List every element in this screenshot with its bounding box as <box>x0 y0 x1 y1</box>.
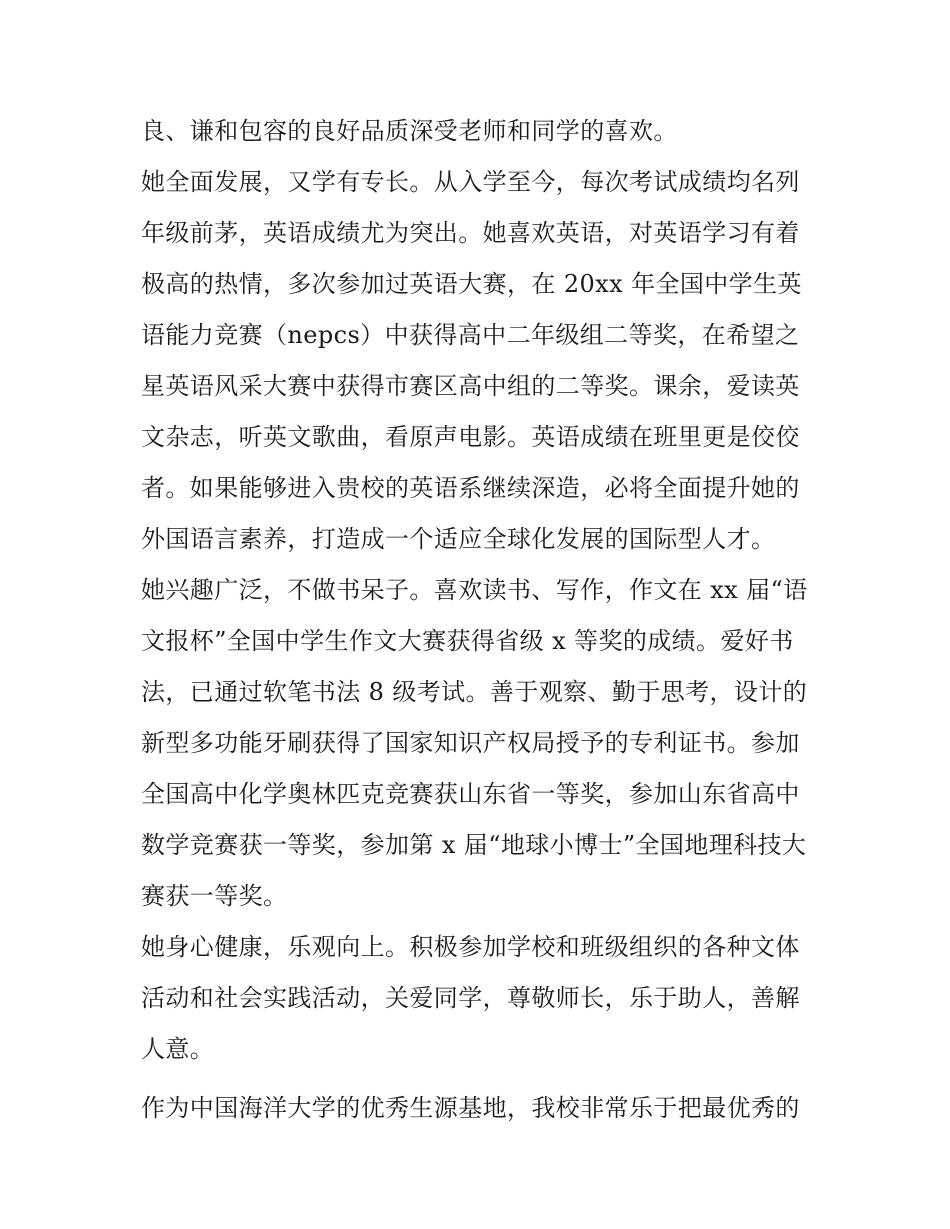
text-line: 她身心健康，乐观向上。积极参加学校和班级组织的各种文体 <box>141 933 800 961</box>
text-line: 星英语风采大赛中获得市赛区高中组的二等奖。课余，爱读英 <box>141 372 800 400</box>
text-line: 良、谦和包容的良好品质深受老师和同学的喜欢。 <box>141 117 678 145</box>
text-line: 数学竞赛获一等奖，参加第 x 届“地球小博士”全国地理科技大 <box>141 831 807 859</box>
paragraph-5 <box>141 1083 821 1134</box>
text-line: 法，已通过软笔书法 8 级考试。善于观察、勤于思考，设计的 <box>141 678 808 706</box>
document-body <box>141 106 821 1134</box>
text-line: 年级前茅，英语成绩尤为突出。她喜欢英语，对英语学习有着 <box>141 219 800 247</box>
text-line: 她兴趣广泛，不做书呆子。喜欢读书、写作，作文在 xx 届“语 <box>141 576 808 604</box>
text-line: 活动和社会实践活动，关爱同学，尊敬师长，乐于助人，善解 <box>141 984 800 1012</box>
text-line: 文报杯”全国中学生作文大赛获得省级 x 等奖的成绩。爱好书 <box>141 627 794 655</box>
text-line: 文杂志，听英文歌曲，看原声电影。英语成绩在班里更是佼佼 <box>141 423 800 451</box>
text-line: 新型多功能牙刷获得了国家知识产权局授予的专利证书。参加 <box>141 729 800 757</box>
paragraph-3 <box>141 565 821 922</box>
paragraph-1 <box>141 106 821 157</box>
text-line: 全国高中化学奥林匹克竞赛获山东省一等奖，参加山东省高中 <box>141 780 800 808</box>
paragraph-2 <box>141 157 821 565</box>
text-line: 作为中国海洋大学的优秀生源基地，我校非常乐于把最优秀的 <box>141 1094 800 1122</box>
text-line: 者。如果能够进入贵校的英语系继续深造，必将全面提升她的 <box>141 474 800 502</box>
paragraph-spacer <box>141 1075 821 1083</box>
paragraph-4 <box>141 922 821 1075</box>
text-line: 人意。 <box>141 1035 215 1063</box>
text-line: 赛获一等奖。 <box>141 882 288 910</box>
text-line: 她全面发展，又学有专长。从入学至今，每次考试成绩均名列 <box>141 168 800 196</box>
text-line: 语能力竞赛（nepcs）中获得高中二年级组二等奖，在希望之 <box>141 321 800 349</box>
text-line: 极高的热情，多次参加过英语大赛，在 20xx 年全国中学生英 <box>141 270 802 298</box>
text-line: 外国语言素养，打造成一个适应全球化发展的国际型人才。 <box>141 525 776 553</box>
